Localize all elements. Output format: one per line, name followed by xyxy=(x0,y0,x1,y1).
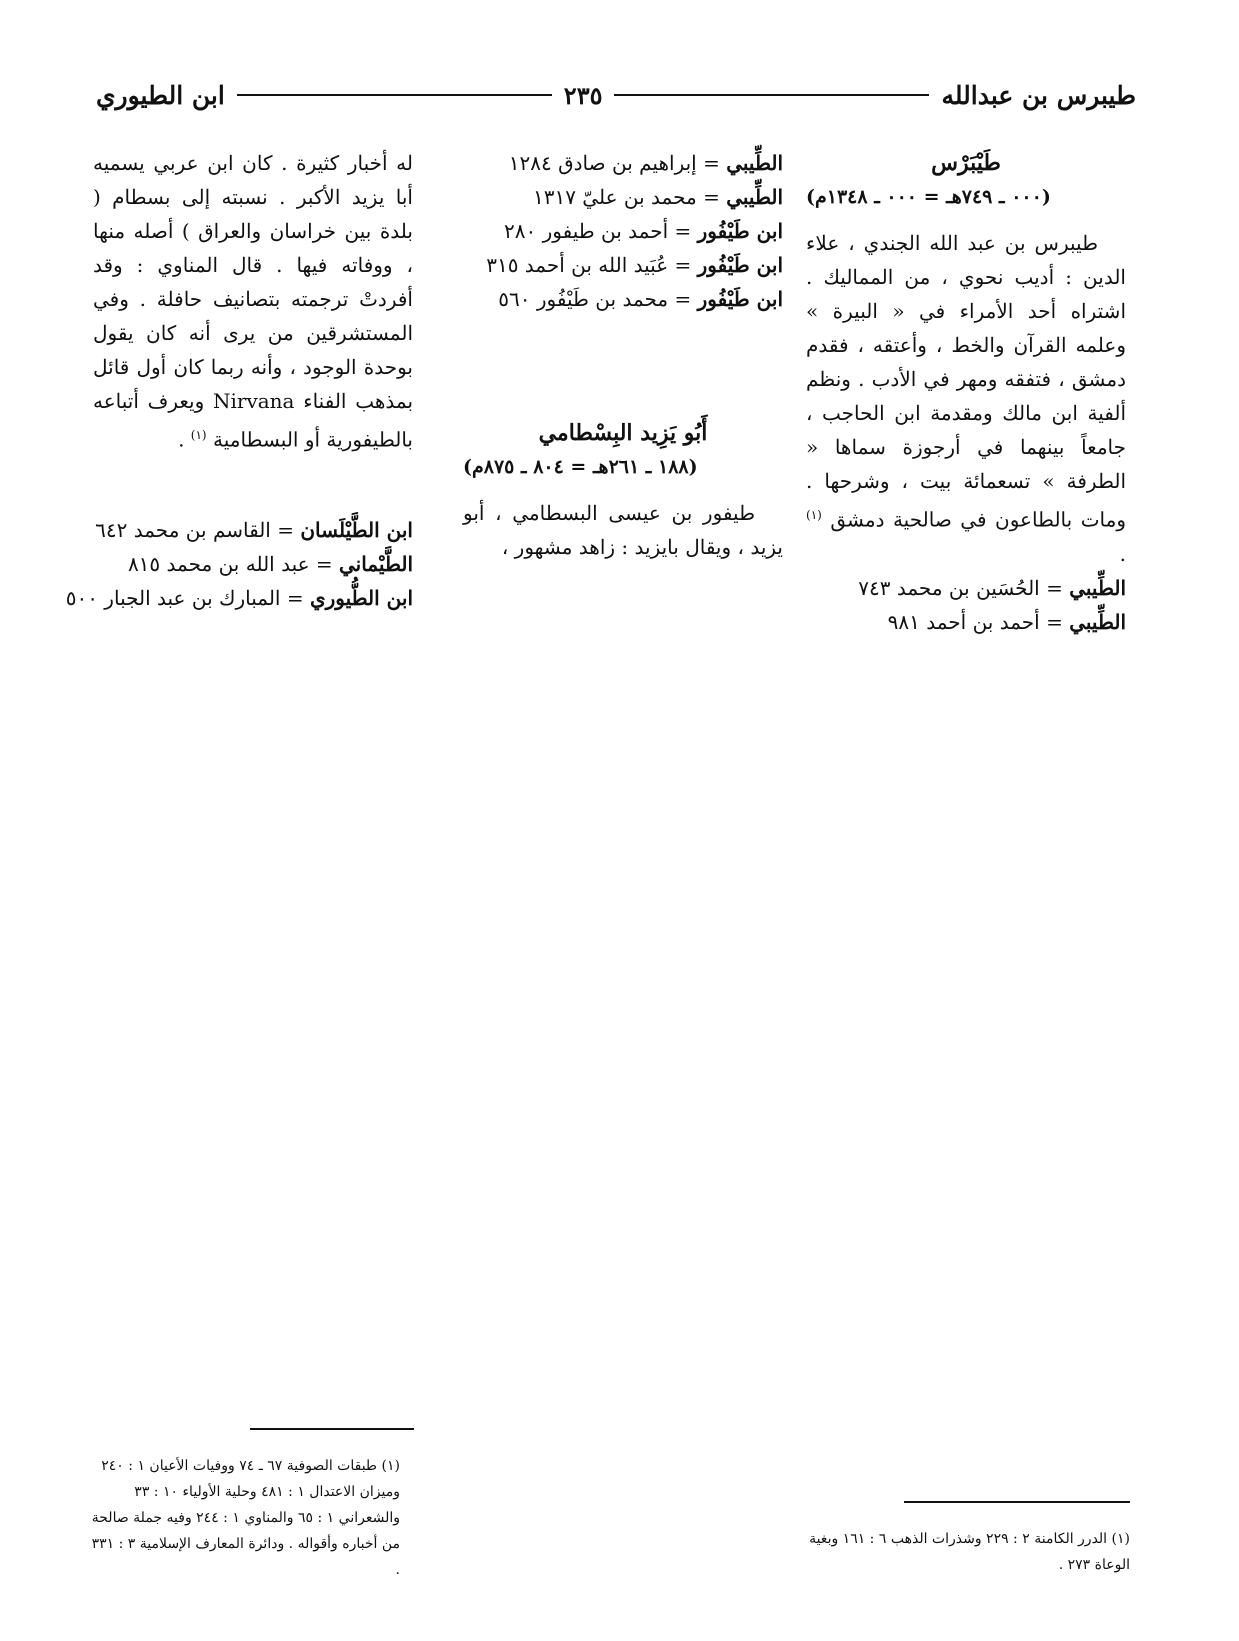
cross-reference xyxy=(806,605,1126,639)
xref-name: ابن الطُّيوري xyxy=(309,585,413,610)
footnote-rule-left xyxy=(250,1428,414,1430)
xref-name: الطِّيبي xyxy=(1069,575,1126,600)
xref-target: = محمد بن طَيْفُور ٥٦٠ xyxy=(498,287,692,311)
right-column xyxy=(806,146,1126,639)
cross-reference xyxy=(65,581,413,615)
xref-target: = عبد الله بن محمد ٨١٥ xyxy=(127,551,333,576)
biography-text: طيبرس بن عبد الله الجندي ، علاء الدين : أديب نحوي ، من المماليك . اشتراه أحد الأمراء في « البيرة » وعلمه القرآن والخط ، وأعتقه ، فقدم دمشق ، فتفقه ومهر في الأدب . ونظم ألفية ابن مالك ومقدمة ابن الحاجب ، جامعاً بينهما في أرجوزة سماها « الطرفة » تسعمائة بيت ، وشرحها . ومات بالطاعون في صالحية دمشق xyxy=(806,231,1127,532)
xref-target: = المبارك بن عبد الجبار ٥٠٠ xyxy=(65,585,304,610)
entry-title-abu-yazid: أَبُو يَزِيد البِسْطامي xyxy=(538,420,708,446)
paragraph-end-mark: . xyxy=(1119,541,1126,566)
xref-name: الطِّيبي xyxy=(726,151,783,175)
cross-reference xyxy=(463,180,783,214)
footnote-rule-right xyxy=(904,1501,1130,1503)
xref-name: ابن الطَّيْلَسان xyxy=(300,517,413,542)
paragraph-end-mark: . xyxy=(178,427,185,452)
xref-name: الطَّيْماني xyxy=(339,551,413,576)
cross-reference xyxy=(463,282,783,316)
entry-dates-abu-yazid: (١٨٨ ـ ٢٦١هـ = ٨٠٤ ـ ٨٧٥م) xyxy=(463,456,698,478)
latin-term: Nirvana xyxy=(212,389,295,413)
left-column xyxy=(65,146,414,615)
footnote-right: (١) الدرر الكامنة ٢ : ٢٢٩ وشذرات الذهب ٦ : ١٦١ وبغية الوعاة ٢٧٣ . xyxy=(809,1531,1130,1573)
cross-reference xyxy=(93,513,413,547)
header-rule-left xyxy=(237,94,552,96)
entry-dates-taybars: (٠٠٠ ـ ٧٤٩هـ = ٠٠٠ ـ ١٣٤٨م) xyxy=(806,186,1051,208)
biography-continuation xyxy=(93,146,413,457)
xref-target: = الحُسَين بن محمد ٧٤٣ xyxy=(858,575,1063,600)
xref-target: = محمد بن عليّ ١٣١٧ xyxy=(532,185,720,209)
header-left-title: ابن الطيوري xyxy=(95,80,225,110)
biography-text-end: ويعرف أتباعه بالطيفورية أو البسطامية xyxy=(93,389,413,452)
cross-reference xyxy=(463,214,783,248)
xref-name: ابن طَيْفُور xyxy=(697,253,783,277)
xref-name: الطِّيبي xyxy=(726,185,783,209)
header-rule-right xyxy=(614,94,929,96)
xref-target: = عُبَيد الله بن أحمد ٣١٥ xyxy=(486,253,692,277)
cross-reference xyxy=(93,547,413,581)
footnote-left: (١) طبقات الصوفية ٦٧ ـ ٧٤ ووفيات الأعيان ١ : ٢٤٠ وميزان الاعتدال ١ : ٤٨١ وحلية الأولياء ١٠ : ٣٣ والشعراني ١ : ٦٥ والمناوي ١ : ٢٤٤ وفيه جملة صالحة من أخباره وأقواله . ودائرة المعارف الإسلامية ٣ : ٣٣١ . xyxy=(91,1458,400,1578)
cross-reference xyxy=(806,571,1126,605)
entry-title-taybars: طَيْبَرْس xyxy=(931,150,1001,176)
cross-reference xyxy=(463,146,783,180)
running-header xyxy=(96,80,1136,110)
xref-target: = أحمد بن طيفور ٢٨٠ xyxy=(504,219,692,243)
biography-paragraph: طيفور بن عيسى البسطامي ، أبو يزيد ، ويقال بايزيد : زاهد مشهور ، xyxy=(463,501,783,559)
xref-name: الطِّيبي xyxy=(1069,609,1126,634)
page-number: ٢٣٥ xyxy=(563,80,603,110)
biography-paragraph xyxy=(806,226,1126,571)
xref-target: = القاسم بن محمد ٦٤٢ xyxy=(95,517,294,542)
xref-name: ابن طَيْفُور xyxy=(697,219,783,243)
footnote-mark: (١) xyxy=(806,508,822,522)
cross-reference xyxy=(463,248,783,282)
xref-target: = أحمد بن أحمد ٩٨١ xyxy=(887,609,1063,634)
xref-target: = إبراهيم بن صادق ١٢٨٤ xyxy=(508,151,720,175)
middle-column xyxy=(463,146,783,564)
biography-text: له أخبار كثيرة . كان ابن عربي يسميه أبا يزيد الأكبر . نسبته إلى بسطام ( بلدة بين خراسان والعراق ) أصله منها ، ووفاته فيها . قال المناوي : وقد أفردتْ ترجمته بتصانيف حافلة . وفي المستشرقين من يرى أنه كان يقول بوحدة الوجود ، وأنه ربما كان أول قائل بمذهب الفناء xyxy=(93,151,414,413)
header-right-title: طيبرس بن عبدالله xyxy=(941,80,1136,110)
footnote-mark: (١) xyxy=(190,428,207,442)
xref-name: ابن طَيْفُور xyxy=(697,287,783,311)
